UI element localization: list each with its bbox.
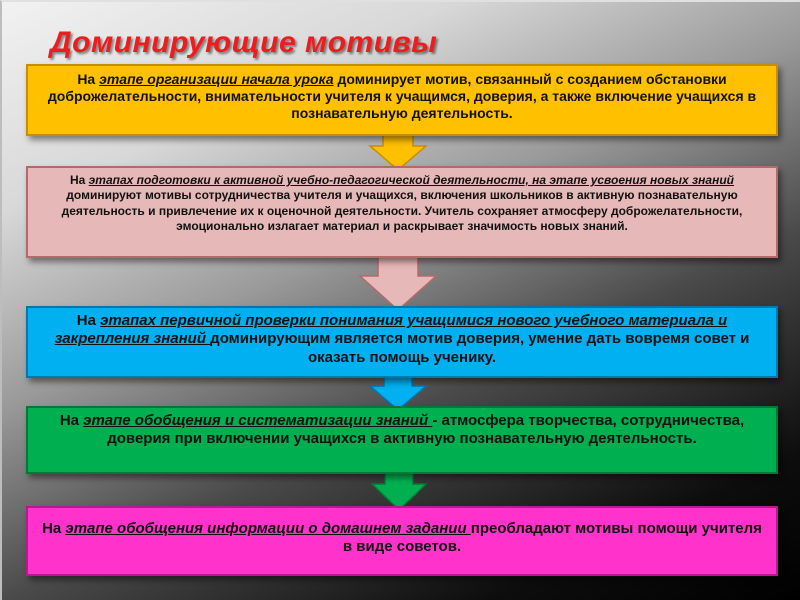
stage-prefix: На: [59, 412, 84, 429]
stage-box-preparation: [26, 166, 778, 258]
stage-prefix: На: [76, 312, 101, 329]
stage-text: преобладают мотивы помощи учителя в виде советов.: [342, 520, 762, 556]
stage-emphasis: этапе обобщения информации о домашнем задании: [65, 520, 471, 537]
stage-box-organization: [26, 64, 778, 136]
stage-box-homework: [26, 506, 778, 576]
stage-prefix: На: [42, 520, 66, 537]
stage-text: доминируют мотивы сотрудничества учителя и учащихся, включения школьников в активную познавательную деятельность и привлечение их к оценочной деятельности. Учитель сохраняет атмосферу доброжелательности, эмоционально излагает материал и раскрывает значимость новых знаний.: [61, 188, 743, 234]
stage-emphasis: этапе организации начала урока: [99, 71, 334, 87]
stage-box-primary-check: [26, 306, 778, 378]
stage-text: доминирующим является мотив доверия, умение дать вовремя совет и оказать помощь ученику.: [210, 330, 750, 366]
stage-prefix: На: [77, 71, 100, 87]
stage-emphasis: этапах первичной проверки понимания учащимися нового учебного материала и закрепления знаний: [54, 312, 728, 348]
stage-text: - атмосфера творчества, сотрудничества, доверия при включении учащихся в активную познавательную деятельность.: [107, 412, 745, 448]
stage-box-generalization: [26, 406, 778, 474]
stage-text: доминирует мотив, связанный с созданием обстановки доброжелательности, внимательности учителя к учащимся, доверия, а также включение учащихся в познавательную деятельность.: [47, 71, 757, 122]
arrow-down-icon: [358, 252, 438, 312]
slide-title: Доминирующие мотивы: [50, 26, 438, 59]
stage-emphasis: этапах подготовки к активной учебно-педагогической деятельности, на этапе усвоения новых знаний: [88, 173, 735, 187]
stage-emphasis: этапе обобщения и систематизации знаний: [83, 412, 433, 429]
stage-prefix: На: [69, 173, 89, 187]
